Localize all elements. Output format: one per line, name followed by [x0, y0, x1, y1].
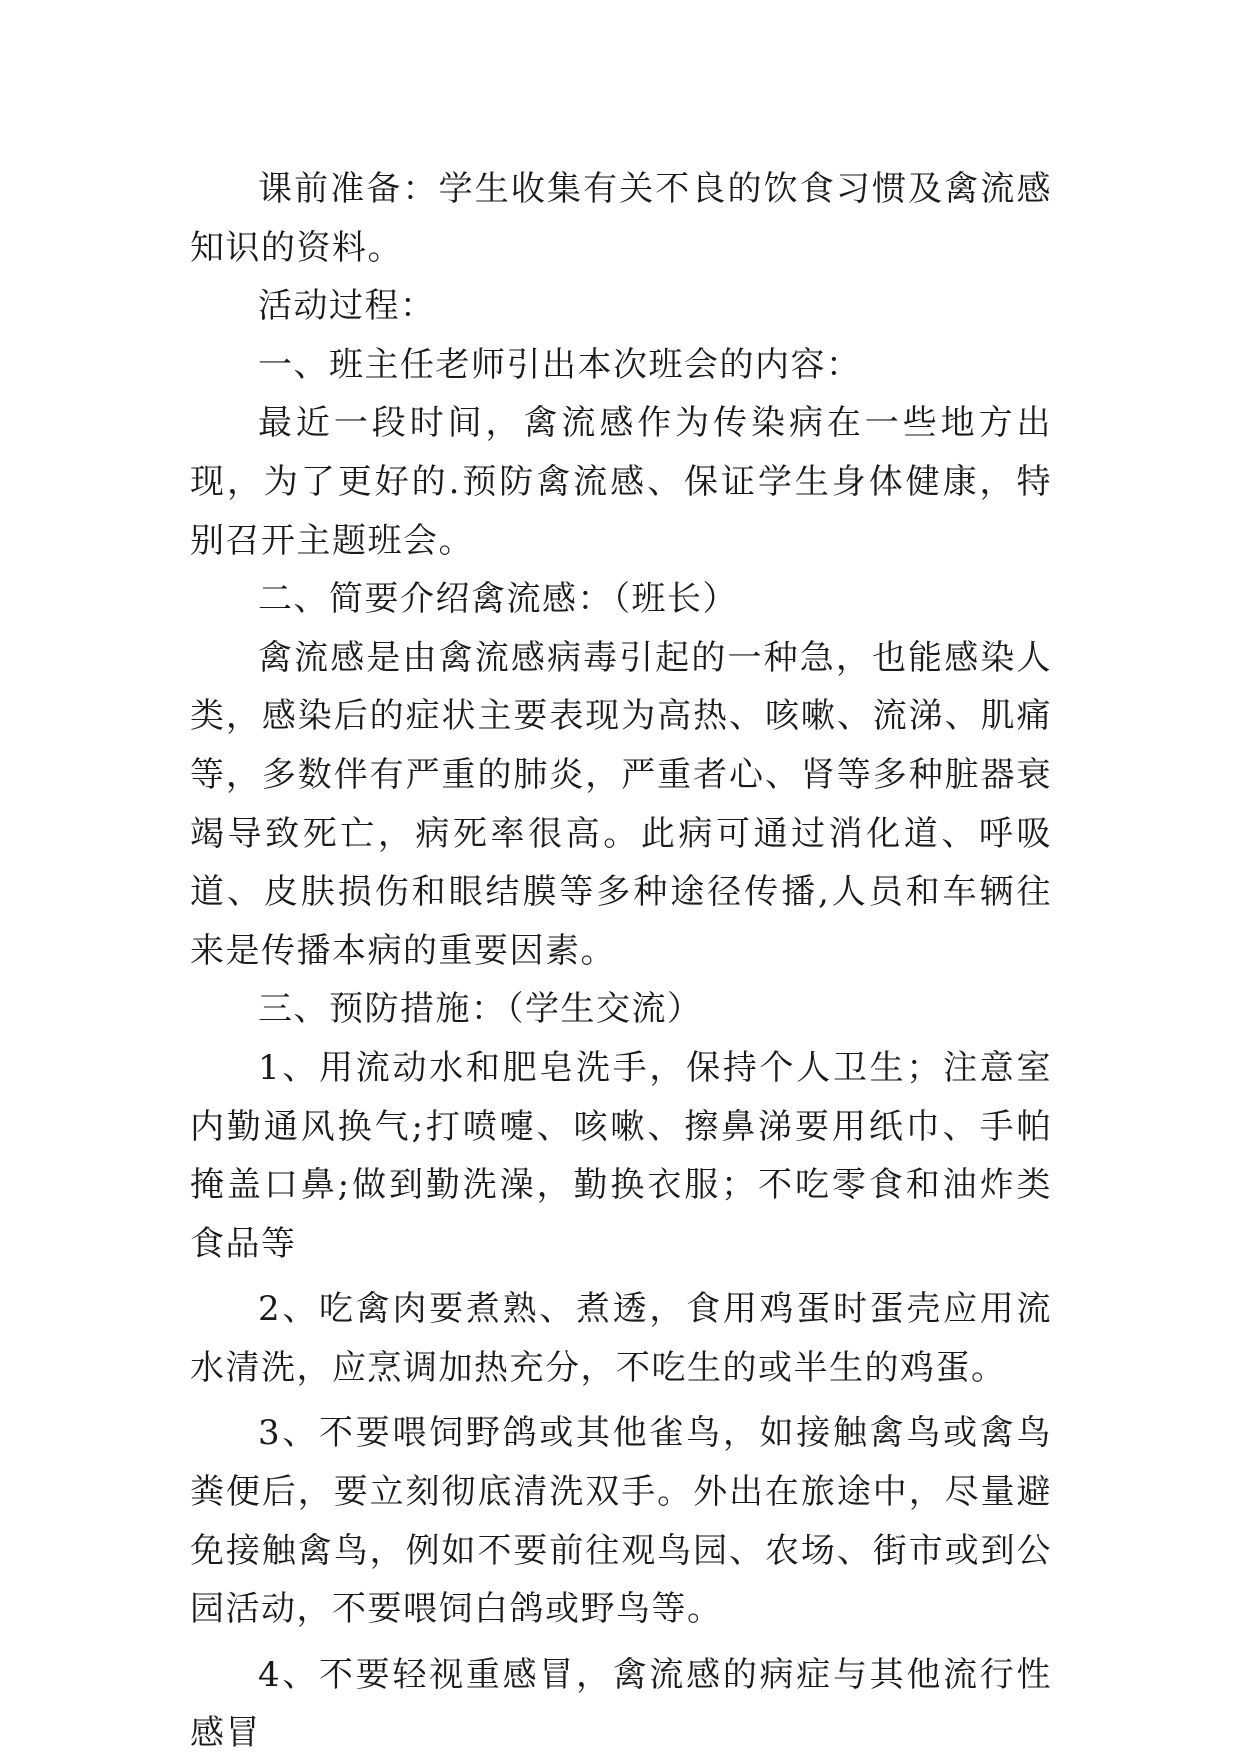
paragraph-measure-2: 2、吃禽肉要煮熟、煮透，食用鸡蛋时蛋壳应用流水清洗，应烹调加热充分，不吃生的或半生的鸡蛋。	[190, 1289, 1052, 1388]
paragraph-section-one-heading: 一、班主任老师引出本次班会的内容：	[258, 344, 862, 385]
paragraph-section-three-heading: 三、预防措施：（学生交流）	[258, 989, 703, 1030]
paragraph-measure-1: 1、用流动水和肥皂洗手，保持个人卫生；注意室内勤通风换气;打喷嚏、咳嗽、擦鼻涕要用纸巾、手帕掩盖口鼻;做到勤洗澡，勤换衣服；不吃零食和油炸类食品等	[190, 1047, 1052, 1264]
paragraph-section-two-body: 禽流感是由禽流感病毒引起的一种急，也能感染人类，感染后的症状主要表现为高热、咳嗽、流涕、肌痛等，多数伴有严重的肺炎，严重者心、肾等多种脏器衰竭导致死亡，病死率很高。此病可通过消化道、呼吸道、皮肤损伤和眼结膜等多种途径传播,人员和车辆往来是传播本病的重要因素。	[190, 637, 1052, 971]
document-body	[190, 160, 1052, 1763]
paragraph-measure-4: 4、不要轻视重感冒，禽流感的病症与其他流行性感冒	[190, 1654, 1052, 1754]
paragraph-section-one-body: 最近一段时间，禽流感作为传染病在一些地方出现，为了更好的.预防禽流感、保证学生身体健康，特别召开主题班会。	[190, 403, 1052, 561]
paragraph-preparation: 课前准备：学生收集有关不良的饮食习惯及禽流感知识的资料。	[190, 169, 1052, 268]
paragraph-section-two-heading: 二、简要介绍禽流感：（班长）	[258, 579, 738, 620]
paragraph-measure-3: 3、不要喂饲野鸽或其他雀鸟，如接触禽鸟或禽鸟粪便后，要立刻彻底清洗双手。外出在旅途中，尽量避免接触禽鸟，例如不要前往观鸟园、农场、街市或到公园活动，不要喂饲白鸽或野鸟等。	[190, 1413, 1052, 1630]
paragraph-activity-heading: 活动过程：	[258, 286, 436, 327]
